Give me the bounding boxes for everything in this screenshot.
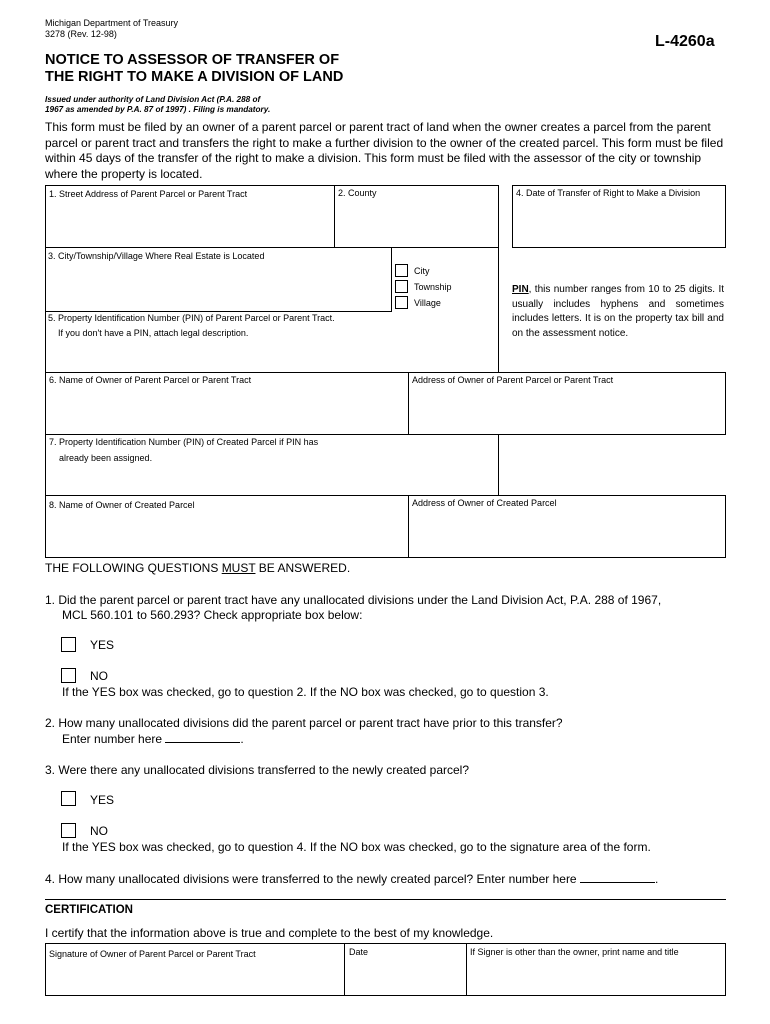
street-address-field[interactable]	[45, 185, 335, 248]
q3-yes-checkbox[interactable]	[61, 791, 76, 806]
county-field[interactable]	[334, 185, 499, 248]
signature-field[interactable]	[45, 943, 345, 996]
parent-pin-field[interactable]	[45, 312, 392, 372]
form-revision: 3278 (Rev. 12-98)	[45, 29, 117, 39]
date-label: Date	[349, 947, 369, 957]
parent-owner-address-label: Address of Owner of Parent Parcel or Parent Tract	[412, 375, 614, 385]
q2-text-line1: 2. How many unallocated divisions did the parent parcel or parent tract have prior to this transfer?	[45, 716, 563, 730]
q3-no-checkbox[interactable]	[61, 823, 76, 838]
questions-heading-pre: THE FOLLOWING QUESTIONS	[45, 561, 222, 575]
q2-period: .	[240, 732, 244, 746]
q1-text-line2: MCL 560.101 to 560.293? Check appropriate box below:	[62, 608, 363, 622]
created-owner-address-label: Address of Owner of Created Parcel	[412, 498, 557, 508]
created-pin-label-line2: already been assigned.	[59, 453, 153, 463]
signature-label: Signature of Owner of Parent Parcel or Parent Tract	[49, 949, 256, 959]
q3-instruction: If the YES box was checked, go to question 4. If the NO box was checked, go to the signature area of the form.	[62, 840, 651, 854]
signer-name-title-label: If Signer is other than the owner, print name and title	[470, 947, 679, 957]
intro-paragraph: This form must be filed by an owner of a parent parcel or parent tract of land when the owner creates a parcel from the parent parcel or parent tract and transfers the right to make a further division to the owner of the created parcel. This form must be filed within 45 days of the transfer of the right to make a division. This form must be filed with the assessor of the city or township where the property is located.	[45, 120, 724, 181]
township-option-label: Township	[414, 282, 452, 292]
q3-yes-label: YES	[90, 793, 115, 807]
form-title	[45, 52, 343, 86]
created-owner-name-field[interactable]	[45, 495, 409, 558]
form-number: L-4260a	[655, 33, 715, 50]
date-field[interactable]	[344, 943, 467, 996]
signer-name-title-field[interactable]	[466, 943, 726, 996]
certification-heading: CERTIFICATION	[45, 904, 133, 916]
divider-3-vertical	[391, 247, 392, 312]
q1-text-line1: 1. Did the parent parcel or parent tract have any unallocated divisions under the Land Division Act, P.A. 288 of 1967,	[45, 593, 662, 607]
pin-term: PIN	[512, 284, 529, 295]
transfer-date-label: 4. Date of Transfer of Right to Make a Division	[516, 188, 701, 198]
county-label: 2. County	[338, 188, 377, 198]
certification-rule	[45, 899, 726, 900]
q1-no-checkbox[interactable]	[61, 668, 76, 683]
parent-pin-label: 5. Property Identification Number (PIN) of Parent Parcel or Parent Tract.	[48, 313, 335, 323]
q2-prompt: Enter number here	[62, 732, 163, 746]
parent-owner-address-field[interactable]	[408, 372, 726, 435]
q4-prompt: 4. How many unallocated divisions were transferred to the newly created parcel? Enter number here	[45, 872, 577, 886]
questions-heading-must: MUST	[221, 561, 256, 575]
agency-block	[45, 18, 178, 40]
q3-text: 3. Were there any unallocated divisions transferred to the newly created parcel?	[45, 763, 470, 777]
city-option-label: City	[414, 266, 430, 276]
certification-statement: I certify that the information above is true and complete to the best of my knowledge.	[45, 926, 494, 940]
pin-explanation	[512, 283, 724, 341]
township-checkbox[interactable]	[395, 280, 408, 293]
questions-heading	[45, 561, 350, 577]
agency-name: Michigan Department of Treasury	[45, 18, 179, 28]
q1-yes-label: YES	[90, 638, 115, 652]
parent-owner-name-field[interactable]	[45, 372, 409, 435]
parent-owner-name-label: 6. Name of Owner of Parent Parcel or Parent Tract	[49, 375, 252, 385]
authority-line1: Issued under authority of Land Division Act (P.A. 288 of	[45, 95, 261, 104]
parent-pin-hint: If you don't have a PIN, attach legal description.	[58, 328, 249, 338]
authority-line2: 1967 as amended by P.A. 87 of 1997) . Filing is mandatory.	[45, 105, 271, 114]
q4-number-input[interactable]	[580, 871, 655, 883]
q3-no-label: NO	[90, 824, 108, 838]
authority-note	[45, 95, 365, 115]
form-title-line1: NOTICE TO ASSESSOR OF TRANSFER OF	[45, 52, 340, 68]
questions-heading-post: BE ANSWERED.	[255, 561, 351, 575]
created-pin-field[interactable]	[45, 434, 499, 496]
q1-yes-checkbox[interactable]	[61, 637, 76, 652]
village-checkbox[interactable]	[395, 296, 408, 309]
created-owner-address-field[interactable]	[408, 495, 726, 558]
municipality-label: 3. City/Township/Village Where Real Estate is Located	[48, 251, 265, 261]
city-checkbox[interactable]	[395, 264, 408, 277]
created-owner-name-label: 8. Name of Owner of Created Parcel	[49, 500, 195, 510]
q4-text	[45, 871, 658, 888]
created-pin-label-line1: 7. Property Identification Number (PIN) of Created Parcel if PIN has	[49, 437, 319, 447]
street-address-label: 1. Street Address of Parent Parcel or Parent Tract	[49, 189, 248, 199]
q4-period: .	[654, 872, 659, 886]
village-option-label: Village	[414, 298, 441, 308]
form-title-line2: THE RIGHT TO MAKE A DIVISION OF LAND	[45, 69, 344, 85]
q1-instruction: If the YES box was checked, go to question 2. If the NO box was checked, go to question 3.	[62, 685, 549, 699]
q1-no-label: NO	[90, 669, 108, 683]
pin-explanation-text: , this number ranges from 10 to 25 digits. It usually includes hyphens and sometimes includes letters. It is on the property tax bill and on the assessment notice.	[512, 284, 724, 339]
q2-text-line2	[62, 731, 244, 748]
q2-number-input[interactable]	[165, 731, 240, 743]
transfer-date-field[interactable]	[512, 185, 726, 248]
